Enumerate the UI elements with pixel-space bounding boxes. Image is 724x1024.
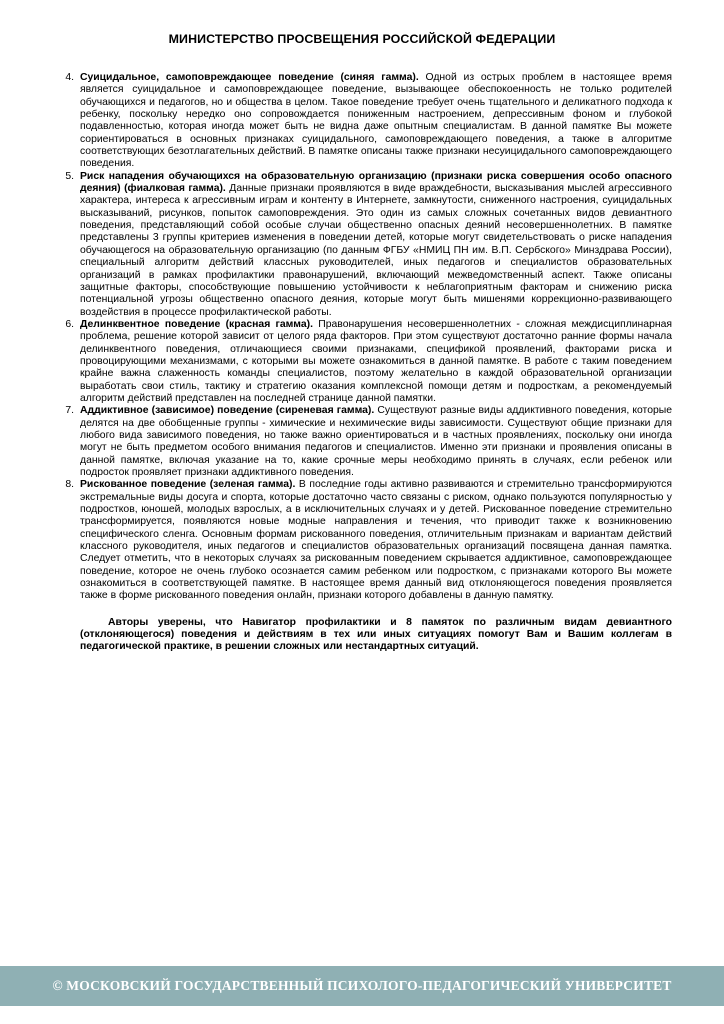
list-item-paragraph <box>80 72 672 171</box>
list-item <box>58 319 672 405</box>
list-item <box>58 405 672 479</box>
list-item-number: 5. <box>65 170 74 182</box>
list-item-text: Существуют разные виды аддиктивного поведения, которые делятся на две обобщенные группы - химические и нехимические виды зависимости. Существуют общие признаки для любого вида зависимого поведения, но также важно ориентироваться и в частных проявлениях, поскольку они иногда могут не быть предметом особого внимания педагогов и специалистов. Именно эти признаки и проявления описаны в данной памятке, включая указание на то, какие срочные меры необходимо принять в случаях, если ребенок или подросток проявляет признаки аддиктивного поведения. <box>80 405 672 478</box>
list-item-title: Рискованное поведение (зеленая гамма). <box>80 479 296 491</box>
list-item-text: В последние годы активно развиваются и стремительно трансформируются экстремальные виды досуга и спорта, которые достаточно часто связаны с риском, однако пользуются популярностью у подростков, юношей, молодых взрослых, а в исключительных случаях и у детей. Рискованное поведение стремительно трансформируется, появляются новые модные направления и течения, что приводит также к возникновению специфического сленга. Основным формам рискованного поведения, отличительным признакам и вариантам действий классного руководителя, иных педагогов и специалистов образовательных организаций посвящена данная памятка. Следует отметить, что в некоторых случаях за рискованным поведением скрывается аддиктивное, самоповреждающее поведение, которое не очень глубоко осознается самим ребенком или подростком, с признаками которого Вы можете ознакомиться в соответствующей памятке. В настоящее время данный вид отклоняющегося поведения проявляется также в форме рискованного поведения онлайн, признаки которого добавлены в данную памятку. <box>80 479 672 602</box>
list-item-number: 8. <box>65 479 74 491</box>
list-item-number: 4. <box>65 72 74 83</box>
list-item-paragraph <box>80 479 672 602</box>
list-item <box>58 171 672 319</box>
list-item-title: Риск нападения обучающихся на образовательную организацию (признаки риска совершения особо опасного деяния) (фиалковая гамма). <box>80 170 672 195</box>
document-body <box>0 46 724 774</box>
closing-paragraph: Авторы уверены, что Навигатор профилактики и 8 памяток по различным видам девиантного (отклоняющегося) поведения и действиям в тех или иных ситуациях помогут Вам и Вашим коллегам в педагогической практике, в решении сложных или нестандартных ситуаций. <box>80 616 672 653</box>
list-item-text: Данные признаки проявляются в виде враждебности, высказывания мыслей агрессивного характера, интереса к агрессивным играм и контенту в Интернете, замкнутости, сниженного настроения, суицидальных высказываний, рисунков, попыток самоповреждения. Это один из самых сложных сочетанных видов девиантного поведения, представляющий собой особые случаи общественно опасных деяний несовершеннолетних. В памятке представлены 3 группы критериев изменения в поведении детей, которые могут свидетельствовать о риске нападения обучающегося на образовательную организацию (по данным ФГБУ «НМИЦ ПН им. В.П. Сербского» Минздрава России), специальный алгоритм действий классных руководителей, иных педагогов и специалистов образовательных организаций в рамках профилактики правонарушений, включающий межведомственный аспект. Также описаны защитные факторы, способствующие повышению устойчивости к неблагоприятным факторам и снижению риска потенциальной угрозы общественно опасного деяния, которые могут быть мишенями коррекционно-развивающего воздействия в процессе профилактической работы. <box>80 183 672 318</box>
list-item <box>58 479 672 602</box>
list-item-title: Делинквентное поведение (красная гамма). <box>80 318 313 330</box>
bottom-spacer <box>58 654 672 774</box>
footer-bar <box>0 966 724 1006</box>
list-item-paragraph <box>80 405 672 479</box>
list-item-text: Правонарушения несовершеннолетних - сложная междисциплинарная проблема, решение которой зависит от целого ряда факторов. При этом существуют достаточно ранние формы начала делинквентного поведения, отличающиеся своими признаками, спецификой проявлений, факторами риска и провоцирующими механизмами, с которыми вы можете ознакомиться в данной памятке. В работе с таким поведением крайне важна слаженность команды специалистов, поэтому желательно в каждой образовательной организации выработать свои стиль, тактику и стратегию оказания комплексной помощи детям и подросткам, а рекомендуемый алгоритм действий представлен на последней странице данной памятки. <box>80 318 672 404</box>
footer-text: © МОСКОВСКИЙ ГОСУДАРСТВЕННЫЙ ПСИХОЛОГО-ПЕДАГОГИЧЕСКИЙ УНИВЕРСИТЕТ <box>52 978 672 993</box>
list-item <box>58 72 672 171</box>
list-item-number: 7. <box>65 405 74 417</box>
numbered-list <box>58 72 672 603</box>
list-item-number: 6. <box>65 318 74 330</box>
list-item-paragraph <box>80 319 672 405</box>
list-item-title: Суицидальное, самоповреждающее поведение (синяя гамма). <box>80 72 419 83</box>
list-item-text: Одной из острых проблем в настоящее время является суицидальное и самоповреждающее поведение, вызывающее обеспокоенность не только родителей обучающихся и педагогов, но и общества в целом. Такое поведение требует очень тщательного и деликатного подхода к ребенку, поскольку нередко оно сопровождается пониженным настроением, депрессивным фоном и глубокой подавленностью, которая иногда может быть не видна даже опытным специалистам. В данной памятке Вы можете сориентироваться в основных признаках суицидального, самоповреждающего поведения, а также в алгоритме соответствующих безотлагательных действий. В памятке описаны также признаки несуицидального самоповреждающего поведения. <box>80 72 672 170</box>
list-item-title: Аддиктивное (зависимое) поведение (сиреневая гамма). <box>80 405 375 417</box>
page-title: МИНИСТЕРСТВО ПРОСВЕЩЕНИЯ РОССИЙСКОЙ ФЕДЕРАЦИИ <box>168 32 556 46</box>
list-item-paragraph <box>80 171 672 319</box>
